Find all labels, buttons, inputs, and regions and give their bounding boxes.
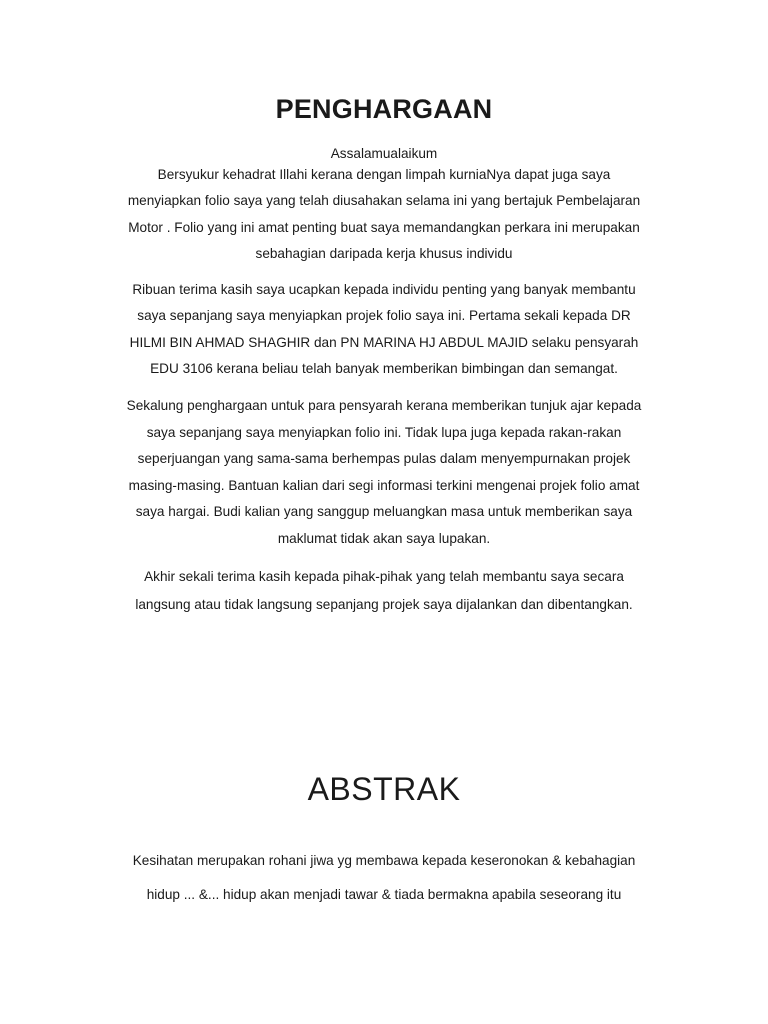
paragraph-line: Ribuan terima kasih saya ucapkan kepada individu penting yang banyak membantu: [132, 282, 636, 297]
paragraph-line: maklumat tidak akan saya lupakan.: [277, 530, 491, 546]
abstract-paragraph: [92, 844, 676, 912]
paragraph-thanks-lecturers: [92, 277, 676, 382]
page-title: PENGHARGAAN: [275, 94, 493, 124]
paragraph-line: langsung atau tidak langsung sepanjang projek saya dijalankan dan dibentangkan.: [135, 597, 633, 612]
paragraph-gratitude: [92, 162, 676, 267]
paragraph-line: saya sepanjang saya menyiapkan projek folio saya ini. Pertama sekali kepada DR: [137, 308, 631, 324]
paragraph-line: HILMI BIN AHMAD SHAGHIR dan PN MARINA HJ ABDUL MAJID selaku pensyarah: [129, 334, 639, 350]
paragraph-line: Bersyukur kehadrat Illahi kerana dengan limpah kurniaNya dapat juga saya: [157, 167, 611, 182]
paragraph-line: Kesihatan merupakan rohani jiwa yg membawa kepada keseronokan & kebahagian: [132, 853, 636, 868]
paragraph-line: masing-masing. Bantuan kalian dari segi informasi terkini mengenai projek folio amat: [128, 477, 640, 493]
paragraph-line: Akhir sekali terima kasih kepada pihak-pihak yang telah membantu saya secara: [144, 569, 624, 584]
paragraph-line: saya sepanjang saya menyiapkan folio ini. Tidak lupa juga kepada rakan-rakan: [146, 424, 622, 440]
paragraph-line: seperjuangan yang sama-sama berhempas pulas dalam menyempurnakan projek: [137, 451, 631, 467]
paragraph-appreciation: [92, 393, 676, 553]
paragraph-line: menyiapkan folio saya yang telah diusahakan selama ini yang bertajuk Pembelajaran: [127, 193, 641, 209]
paragraph-line: saya hargai. Budi kalian yang sanggup meluangkan masa untuk memberikan saya: [135, 504, 633, 520]
paragraph-line: Motor . Folio yang ini amat penting buat saya memandangkan perkara ini merupakan: [128, 219, 640, 235]
paragraph-line: EDU 3106 kerana beliau telah banyak memberikan bimbingan dan semangat.: [150, 360, 618, 376]
paragraph-closing: [92, 563, 676, 619]
greeting-text: Assalamualaikum: [330, 146, 438, 161]
abstract-title: ABSTRAK: [307, 771, 461, 807]
paragraph-line: Sekalung penghargaan untuk para pensyarah kerana memberikan tunjuk ajar kepada: [126, 398, 642, 413]
paragraph-line: hidup ... &... hidup akan menjadi tawar & tiada bermakna apabila seseorang itu: [146, 887, 622, 902]
paragraph-line: sebahagian daripada kerja khusus individu: [255, 245, 513, 261]
